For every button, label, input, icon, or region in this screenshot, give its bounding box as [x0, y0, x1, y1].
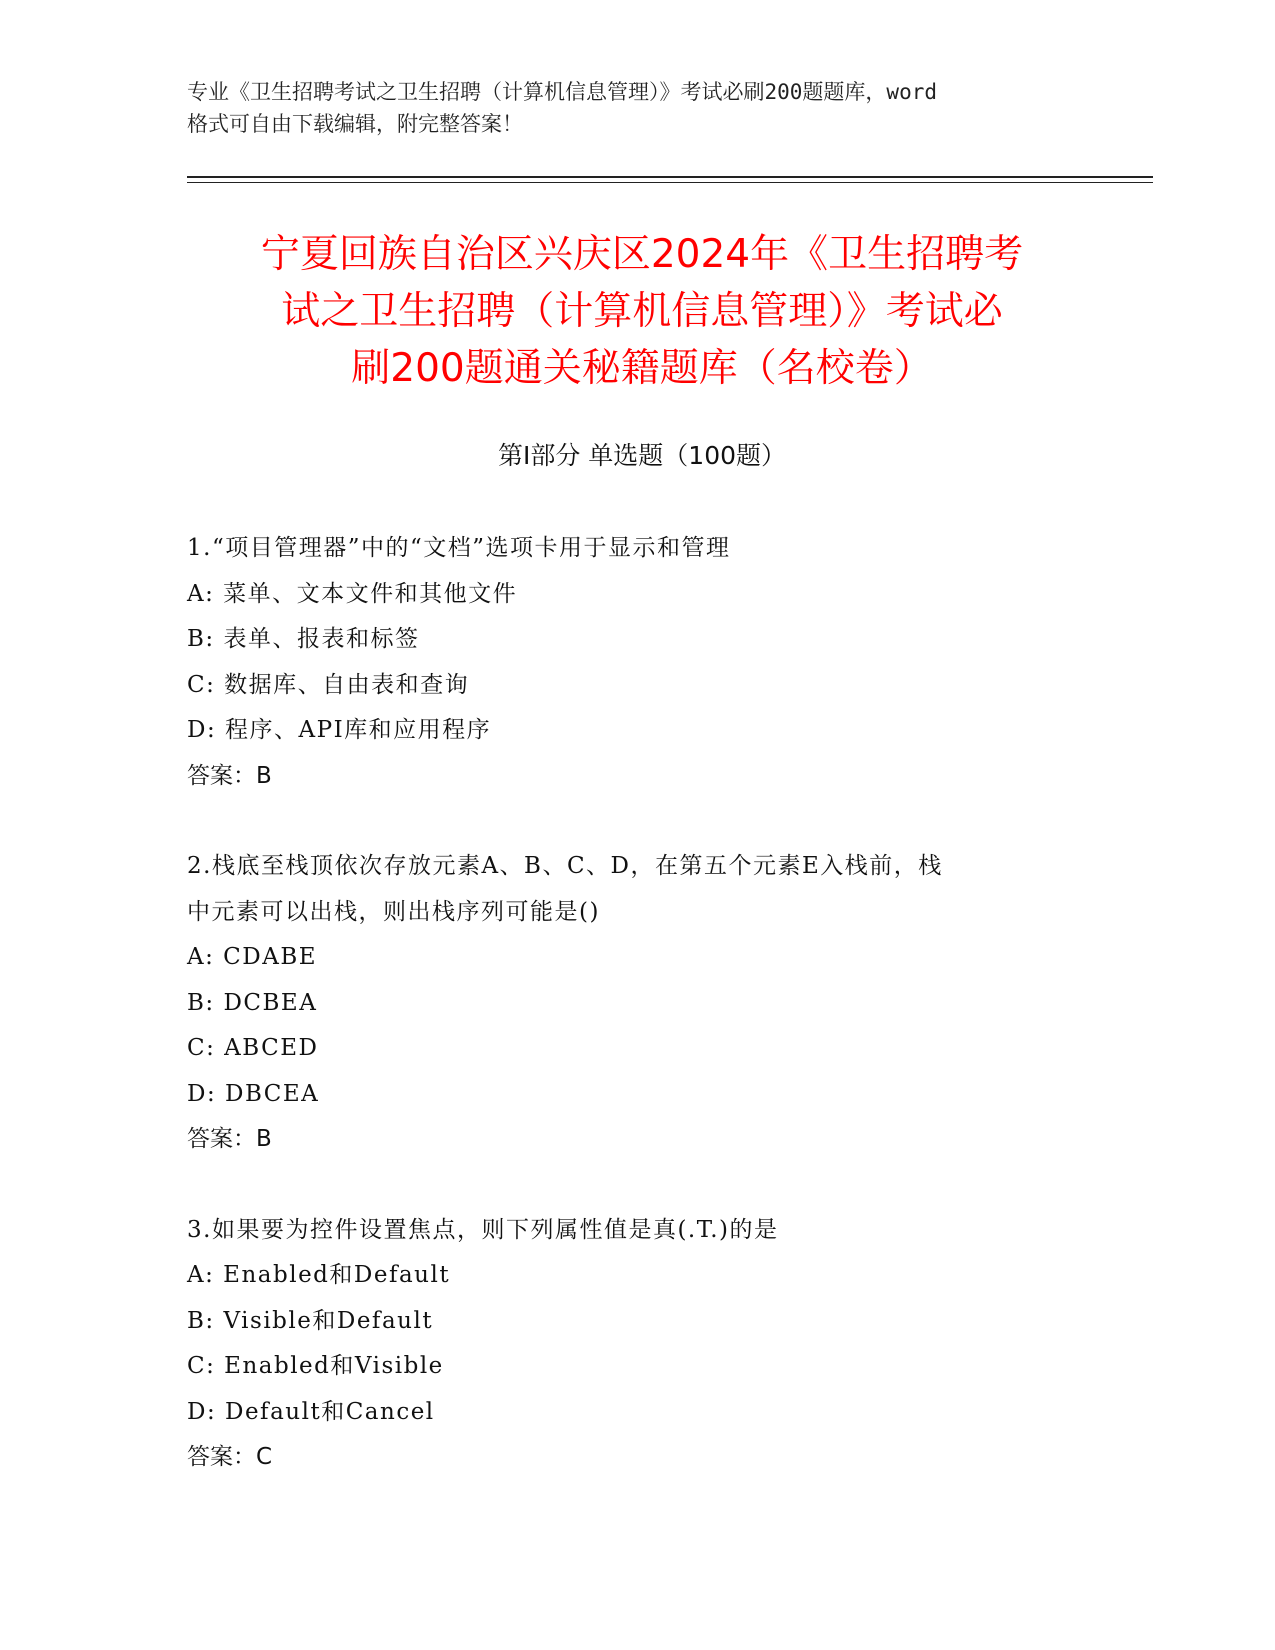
header-note-line2: 格式可自由下载编辑，附完整答案！ — [187, 112, 523, 136]
option-b: B: 表单、报表和标签 — [187, 626, 420, 652]
option-a: A: 菜单、文本文件和其他文件 — [187, 580, 518, 607]
question-stem-line1: 2.栈底至栈顶依次存放元素A、B、C、D，在第五个元素E入栈前，栈 — [187, 853, 943, 879]
question-3 — [187, 1208, 1087, 1481]
option-b: B: DCBEA — [187, 989, 318, 1016]
header-divider-thick — [187, 176, 1153, 178]
option-d: D: DBCEA — [187, 1080, 320, 1107]
answer-label: 答案：B — [187, 762, 272, 789]
answer-label: 答案：C — [187, 1444, 273, 1470]
option-d: D: 程序、API库和应用程序 — [187, 717, 492, 743]
section-heading: 第Ⅰ部分 单选题（100题） — [497, 441, 787, 470]
question-1 — [187, 526, 1087, 799]
question-stem: 3.如果要为控件设置焦点，则下列属性值是真(.T.)的是 — [187, 1216, 779, 1243]
answer-label: 答案：B — [187, 1126, 272, 1152]
question-list — [187, 526, 1087, 1526]
option-c: C: 数据库、自由表和查询 — [187, 671, 470, 698]
option-a: A: Enabled和Default — [187, 1262, 451, 1288]
option-a: A: CDABE — [187, 944, 318, 970]
option-c: C: Enabled和Visible — [187, 1353, 444, 1379]
header-note — [187, 76, 1087, 140]
question-2 — [187, 844, 1087, 1163]
header-divider-thin — [187, 182, 1153, 183]
option-d: D: Default和Cancel — [187, 1398, 435, 1425]
option-b: B: Visible和Default — [187, 1307, 434, 1334]
document-title — [187, 226, 1097, 397]
question-stem-line2: 中元素可以出栈，则出栈序列可能是() — [187, 898, 600, 925]
document-title-line3: 刷200题通关秘籍题库（名校卷） — [351, 346, 933, 391]
document-title-line1: 宁夏回族自治区兴庆区2024年《卫生招聘考 — [260, 232, 1024, 277]
header-note-line1: 专业《卫生招聘考试之卫生招聘（计算机信息管理）》考试必刷200题题库，word — [187, 80, 937, 104]
question-stem: 1.“项目管理器”中的“文档”选项卡用于显示和管理 — [187, 535, 731, 561]
document-title-line2: 试之卫生招聘（计算机信息管理）》考试必 — [281, 289, 1003, 334]
option-c: C: ABCED — [187, 1035, 319, 1061]
